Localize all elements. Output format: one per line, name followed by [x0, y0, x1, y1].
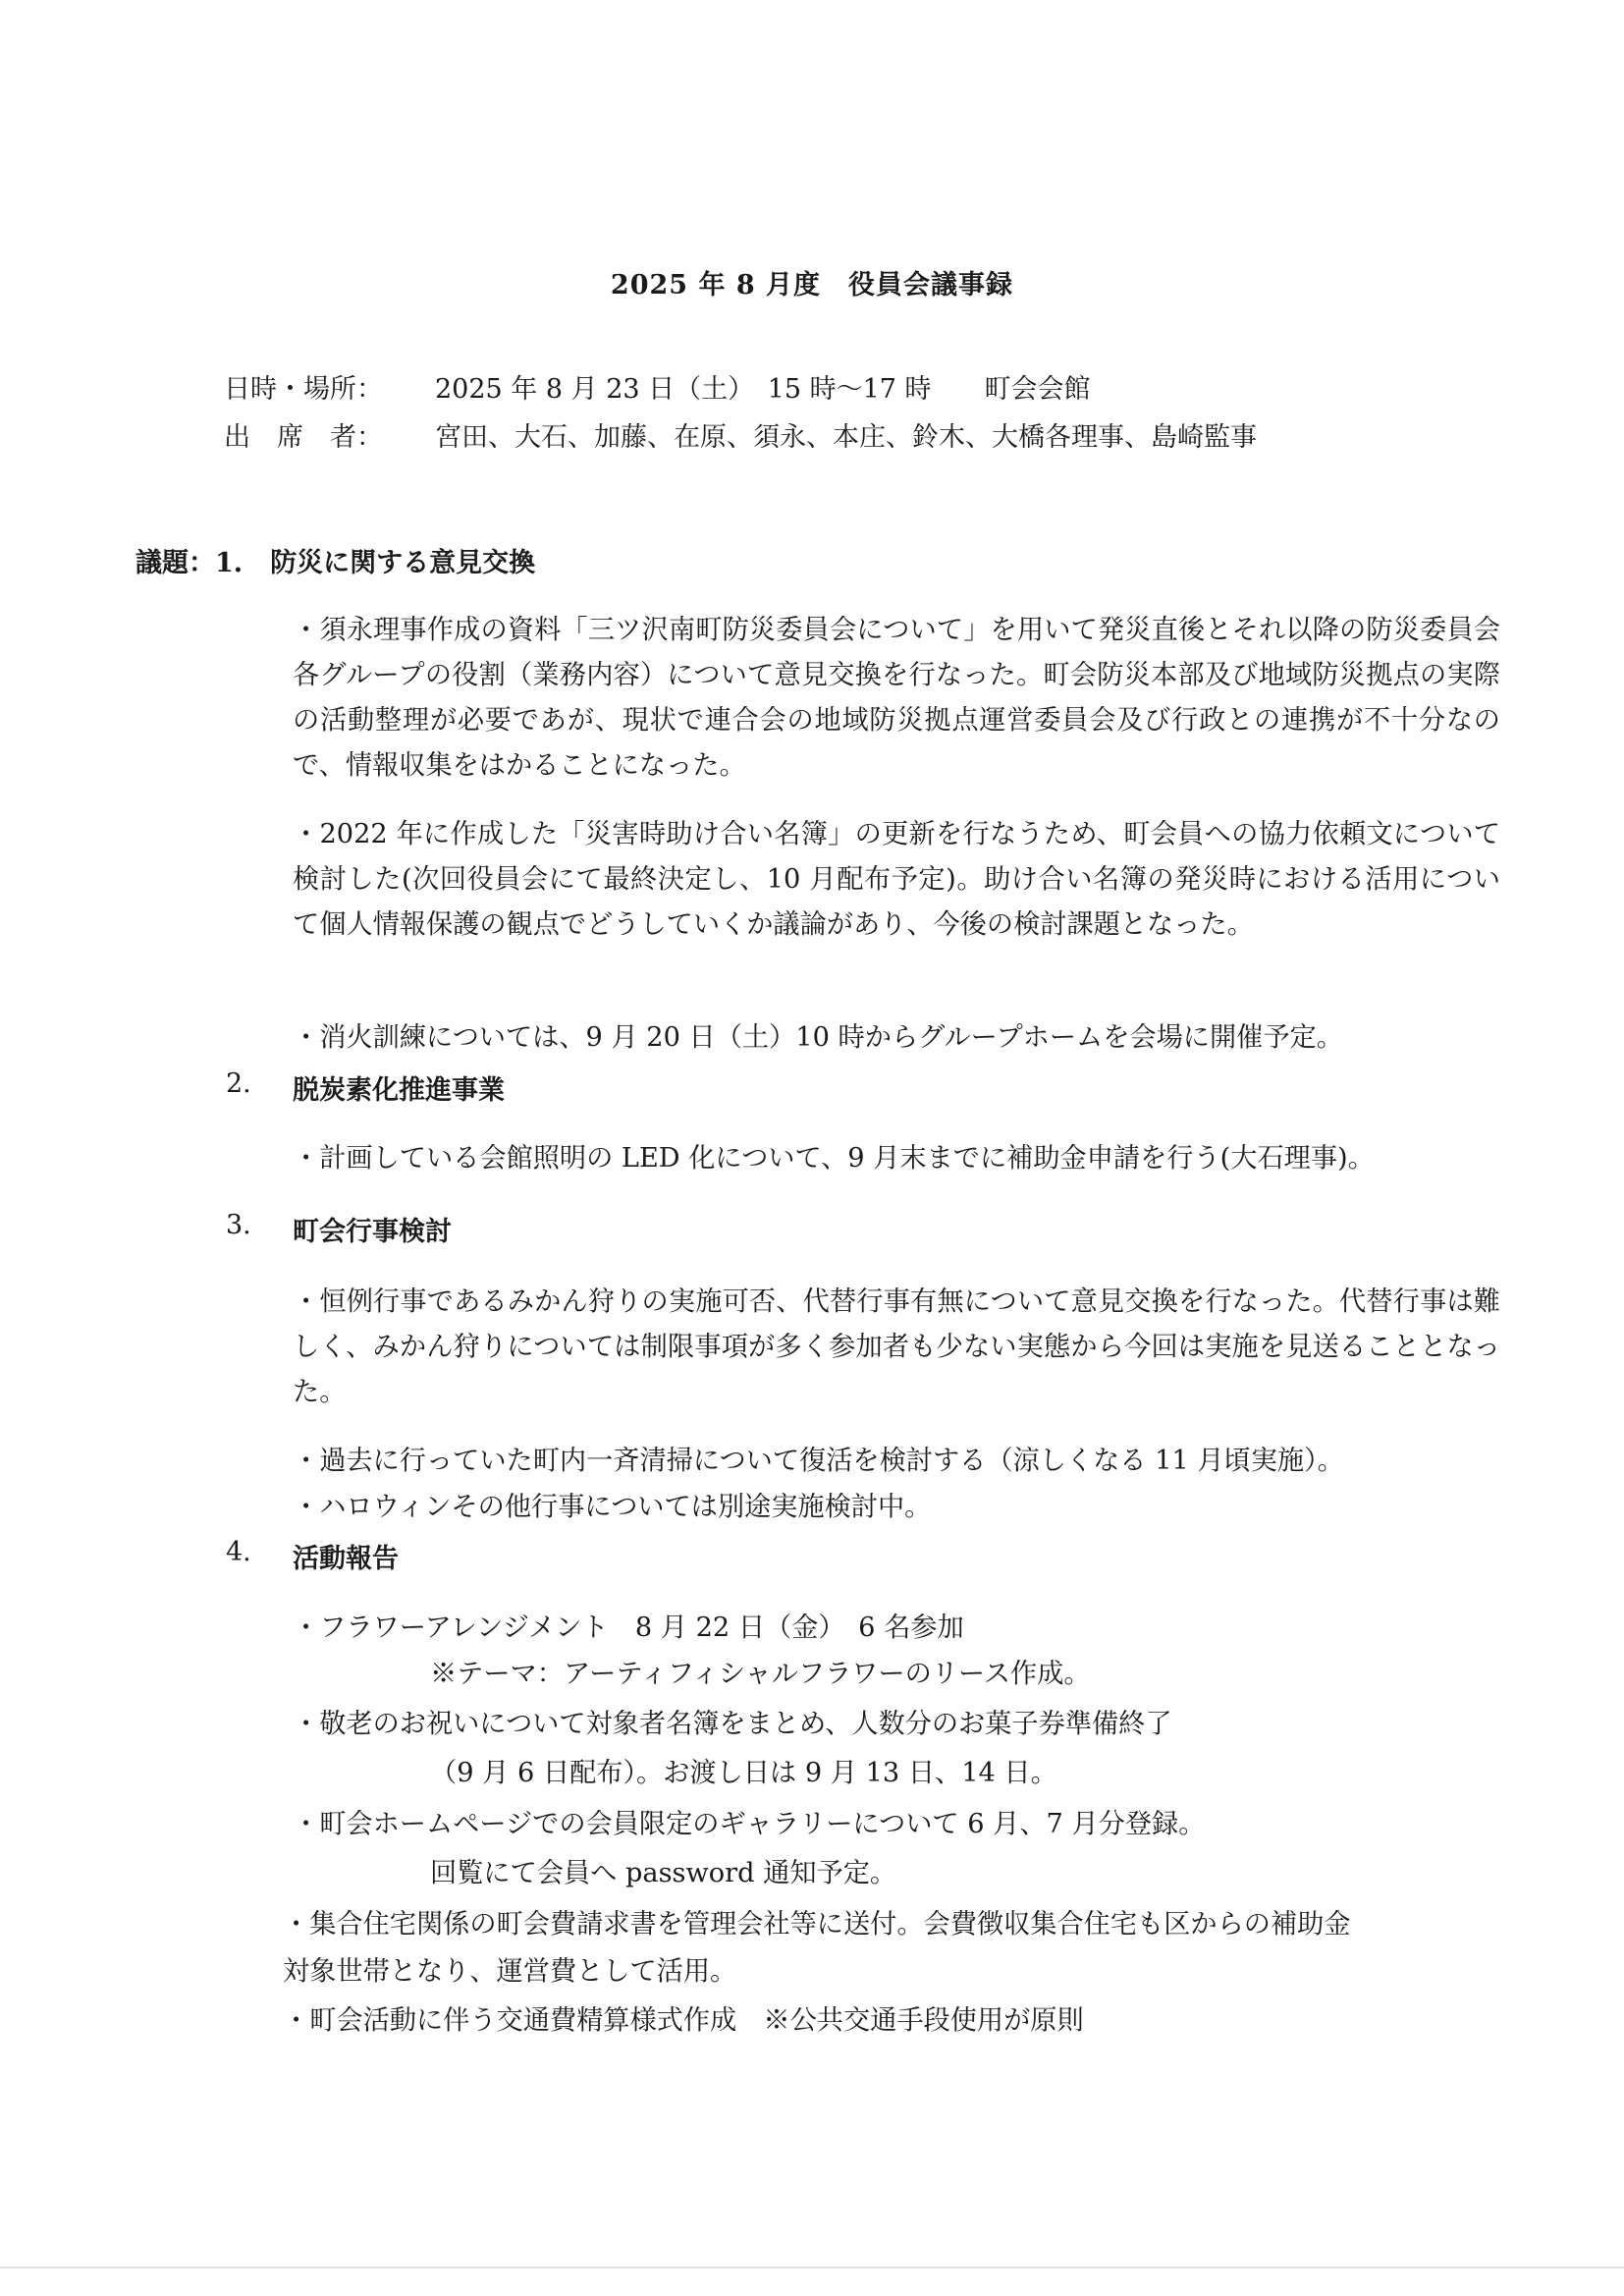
section-3-title: 町会行事検討	[293, 1217, 452, 1247]
section-3-bullet-2: ・過去に行っていた町内一斉清掃について復活を検討する（涼しくなる 11 月頃実施）。	[293, 1446, 1344, 1476]
agenda-label: 議題：	[135, 548, 215, 578]
section-4-number: 4.	[226, 1537, 251, 1567]
report-line: ・町会活動に伴う交通費精算様式作成 ※公共交通手段使用が原則	[283, 2005, 1084, 2036]
report-line: ・敬老のお祝いについて対象者名簿をまとめ、人数分のお菓子券準備終了	[293, 1709, 1172, 1739]
attendees-label: 出 席 者：	[224, 422, 383, 453]
section-2-number: 2.	[226, 1068, 251, 1099]
section-1-number: 1.	[215, 548, 244, 578]
report-line: 回覧にて会員へ password 通知予定。	[430, 1858, 897, 1888]
report-line: 対象世帯となり、運営費として活用。	[283, 1956, 737, 1987]
section-4-title: 活動報告	[293, 1544, 399, 1574]
section-3-number: 3.	[226, 1210, 251, 1240]
report-line: （9 月 6 日配布）。お渡し日は 9 月 13 日、14 日。	[430, 1758, 1057, 1788]
report-line: ※テーマ：アーティフィシャルフラワーのリース作成。	[430, 1659, 1091, 1689]
attendees-value: 宮田、大石、加藤、在原、須永、本庄、鈴木、大橋各理事、島崎監事	[435, 422, 1257, 453]
report-line: ・フラワーアレンジメント 8 月 22 日（金） 6 名参加	[293, 1613, 964, 1643]
document-title: 2025 年 8 月度 役員会議事録	[610, 270, 1014, 301]
section-1-title: 防災に関する意見交換	[270, 548, 536, 578]
meta-attendees-row	[224, 415, 1257, 454]
section-2-bullet-1: ・計画している会館照明の LED 化について、9 月末までに補助金申請を行う(大石理事)。	[293, 1143, 1375, 1174]
meta-datetime-row	[224, 367, 1091, 406]
section-1-heading	[135, 541, 535, 579]
report-line: ・集合住宅関係の町会費請求書を管理会社等に送付。会費徴収集合住宅も区からの補助金	[283, 1909, 1351, 1940]
section-1-bullet-3: ・消火訓練については、9 月 20 日（土）10 時からグループホームを会場に開催予定。	[293, 1022, 1343, 1053]
section-3-bullet-3: ・ハロウィンその他行事については別途実施検討中。	[293, 1492, 932, 1522]
section-3-bullet-1: ・恒例行事であるみかん狩りの実施可否、代替行事有無について意見交換を行なった。代替行事は難しく、みかん狩りについては制限事項が多く参加者も少ない実態から今回は実施を見送ることとなった。	[293, 1286, 1500, 1407]
section-1-bullet-1: ・須永理事作成の資料「三ツ沢南町防災委員会について」を用いて発災直後とそれ以降の防災委員会各グループの役割（業務内容）について意見交換を行なった。町会防災本部及び地域防災拠点の実際の活動整理が必要であが、現状で連合会の地域防災拠点運営委員会及び行政との連携が不十分なので、情報収集をはかることになった。	[293, 615, 1500, 781]
section-2-title: 脱炭素化推進事業	[293, 1075, 505, 1106]
scan-edge-line	[0, 2267, 1624, 2269]
datetime-label: 日時・場所：	[224, 374, 383, 405]
section-1-bullet-2: ・2022 年に作成した「災害時助け合い名簿」の更新を行なうため、町会員への協力依頼文について検討した(次回役員会にて最終決定し、10 月配布予定)。助け合い名簿の発災時における活用について個人情報保護の観点でどうしていくか議論があり、今後の検討課題となった。	[293, 819, 1500, 940]
datetime-value: 2025 年 8 月 23 日（土） 15 時～17 時 町会会館	[435, 374, 1091, 405]
report-line: ・町会ホームページでの会員限定のギャラリーについて 6 月、7 月分登録。	[293, 1809, 1206, 1839]
